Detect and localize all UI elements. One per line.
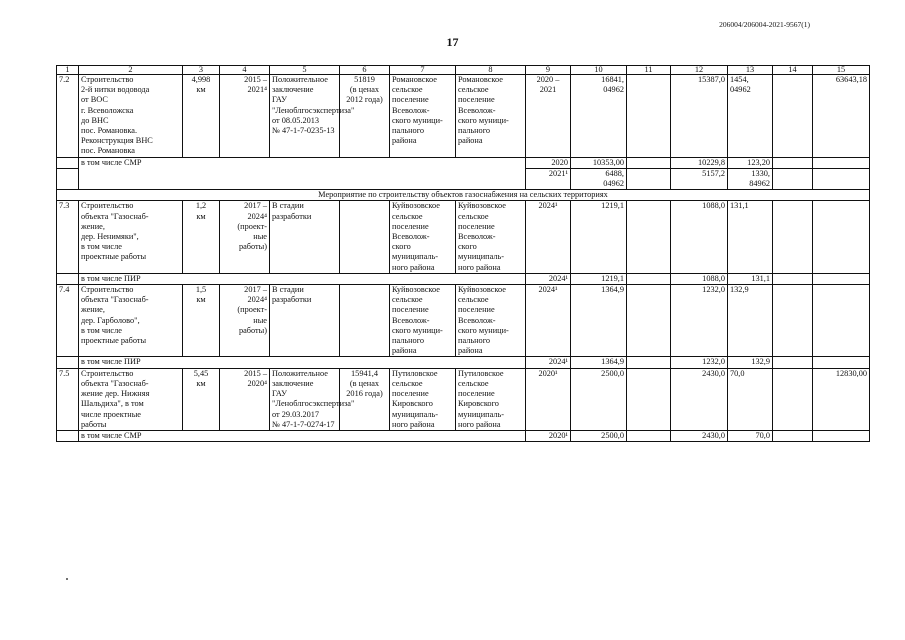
document-id: 206004/206004-2021-9567(1) bbox=[719, 20, 810, 29]
cost-cell: 15941,4 (в ценах 2016 года) bbox=[340, 368, 390, 430]
cell-empty bbox=[813, 430, 870, 441]
cell-empty bbox=[813, 357, 870, 368]
sub-label: в том числе СМР bbox=[79, 157, 526, 190]
cell-col-14 bbox=[773, 75, 813, 158]
cell-empty bbox=[813, 157, 870, 168]
cell-empty bbox=[57, 357, 79, 368]
expertise-cell: Положительное заключение ГАУ "Леноблгосэкспертиза" от 08.05.2013 № 47-1-7-0235-13 bbox=[270, 75, 340, 158]
federal-cell: 2430,0 bbox=[671, 430, 728, 441]
table-header-row bbox=[57, 66, 870, 75]
total-cost-cell: 12830,00 bbox=[813, 368, 870, 430]
regional-cell: 123,20 bbox=[728, 157, 773, 168]
year-cell: 2024¹ bbox=[526, 201, 571, 273]
object-name: Строительство объекта "Газоснаб- жение дер. Нижняя Шальдиха", в том числе проектные работы bbox=[79, 368, 183, 430]
column-header: 8 bbox=[456, 66, 526, 75]
total-cell: 16841, 04962 bbox=[571, 75, 627, 158]
regional-cell: 132,9 bbox=[728, 285, 773, 357]
cell-empty bbox=[773, 357, 813, 368]
total-cell: 1364,9 bbox=[571, 357, 627, 368]
table-row bbox=[57, 201, 870, 273]
total-cell: 1364,9 bbox=[571, 285, 627, 357]
total-cell: 1219,1 bbox=[571, 201, 627, 273]
cost-cell: 51819 (в ценах 2012 года) bbox=[340, 75, 390, 158]
cell-col-11 bbox=[627, 368, 671, 430]
year-cell: 2020¹ bbox=[526, 368, 571, 430]
expertise-cell: В стадии разработки bbox=[270, 285, 340, 357]
period-cell: 2017 – 2024⁴ (проект- ные работы) bbox=[220, 201, 270, 273]
year-cell: 2020 bbox=[526, 157, 571, 168]
total-cost-cell: 63643,18 bbox=[813, 75, 870, 158]
column-header: 5 bbox=[270, 66, 340, 75]
cell-empty bbox=[773, 430, 813, 441]
federal-cell: 1088,0 bbox=[671, 201, 728, 273]
federal-cell: 1232,0 bbox=[671, 285, 728, 357]
cell-empty bbox=[57, 157, 79, 168]
column-header: 10 bbox=[571, 66, 627, 75]
regional-cell: 70,0 bbox=[728, 368, 773, 430]
cell-empty bbox=[57, 273, 79, 284]
year-cell: 2020 – 2021 bbox=[526, 75, 571, 158]
column-header: 12 bbox=[671, 66, 728, 75]
capacity-cell: 1,2 км bbox=[183, 201, 220, 273]
cell-empty bbox=[813, 168, 870, 189]
sub-label: в том числе ПИР bbox=[79, 273, 526, 284]
cell-empty bbox=[57, 430, 79, 441]
cell-empty bbox=[627, 357, 671, 368]
column-header: 6 bbox=[340, 66, 390, 75]
section-row bbox=[57, 190, 870, 201]
year-cell: 2024¹ bbox=[526, 357, 571, 368]
regional-cell: 70,0 bbox=[728, 430, 773, 441]
column-header: 7 bbox=[390, 66, 456, 75]
object-name: Строительство объекта "Газоснаб- жение, дер. Ненимяки", в том числе проектные работы bbox=[79, 201, 183, 273]
total-cell: 6488, 04962 bbox=[571, 168, 627, 189]
column-header: 2 bbox=[79, 66, 183, 75]
sub-row bbox=[57, 273, 870, 284]
cell-empty bbox=[627, 273, 671, 284]
table-row bbox=[57, 75, 870, 158]
cell-empty bbox=[627, 157, 671, 168]
developer-cell: Куйвозовское сельское поселение Всеволож- ского муници- пального района bbox=[456, 285, 526, 357]
cost-cell bbox=[340, 285, 390, 357]
sub-row bbox=[57, 430, 870, 441]
regional-cell: 132,9 bbox=[728, 357, 773, 368]
capacity-cell: 1,5 км bbox=[183, 285, 220, 357]
period-cell: 2015 – 2020⁴ bbox=[220, 368, 270, 430]
sub-row bbox=[57, 357, 870, 368]
row-number: 7.2 bbox=[57, 75, 79, 158]
customer-cell: Путиловское сельское поселение Кировского муниципаль- ного района bbox=[390, 368, 456, 430]
data-table bbox=[56, 65, 870, 442]
column-header: 9 bbox=[526, 66, 571, 75]
column-header: 15 bbox=[813, 66, 870, 75]
federal-cell: 15387,0 bbox=[671, 75, 728, 158]
column-header: 3 bbox=[183, 66, 220, 75]
customer-cell: Куйвозовское сельское поселение Всеволож- ского муниципаль- ного района bbox=[390, 201, 456, 273]
cell-col-11 bbox=[627, 75, 671, 158]
federal-cell: 10229,8 bbox=[671, 157, 728, 168]
row-number: 7.5 bbox=[57, 368, 79, 430]
year-cell: 2021¹ bbox=[526, 168, 571, 189]
federal-cell: 2430,0 bbox=[671, 368, 728, 430]
regional-cell: 1454, 04962 bbox=[728, 75, 773, 158]
cell-col-14 bbox=[773, 368, 813, 430]
capacity-cell: 5,45 км bbox=[183, 368, 220, 430]
cell-col-14 bbox=[773, 285, 813, 357]
year-cell: 2024¹ bbox=[526, 273, 571, 284]
regional-cell: 131,1 bbox=[728, 273, 773, 284]
object-name: Строительство 2-й нитки водовода от ВОС г. Всеволожска до ВНС пос. Романовка. Реконструкция ВНС пос. Романовка bbox=[79, 75, 183, 158]
capacity-cell: 4,998 км bbox=[183, 75, 220, 158]
total-cell: 2500,0 bbox=[571, 430, 627, 441]
developer-cell: Путиловское сельское поселение Кировского муниципаль- ного района bbox=[456, 368, 526, 430]
scan-speck bbox=[66, 578, 68, 580]
customer-cell: Романовское сельское поселение Всеволож- ского муници- пального района bbox=[390, 75, 456, 158]
developer-cell: Романовское сельское поселение Всеволож- ского муници- пального района bbox=[456, 75, 526, 158]
cost-cell bbox=[340, 201, 390, 273]
total-cost-cell bbox=[813, 201, 870, 273]
cell-empty bbox=[627, 430, 671, 441]
total-cell: 1219,1 bbox=[571, 273, 627, 284]
expertise-cell: Положительное заключение ГАУ "Леноблгосэкспертиза" от 29.03.2017 № 47-1-7-0274-17 bbox=[270, 368, 340, 430]
cell-col-11 bbox=[627, 201, 671, 273]
cell-empty bbox=[813, 273, 870, 284]
expertise-cell: В стадии разработки bbox=[270, 201, 340, 273]
federal-cell: 1232,0 bbox=[671, 357, 728, 368]
period-cell: 2015 – 2021⁴ bbox=[220, 75, 270, 158]
cell-empty bbox=[57, 168, 79, 189]
row-number: 7.4 bbox=[57, 285, 79, 357]
cell-empty bbox=[773, 168, 813, 189]
year-cell: 2024¹ bbox=[526, 285, 571, 357]
column-header: 11 bbox=[627, 66, 671, 75]
cell-empty bbox=[773, 273, 813, 284]
regional-cell: 1330, 84962 bbox=[728, 168, 773, 189]
total-cell: 10353,00 bbox=[571, 157, 627, 168]
federal-cell: 5157,2 bbox=[671, 168, 728, 189]
total-cost-cell bbox=[813, 285, 870, 357]
sub-label: в том числе ПИР bbox=[79, 357, 526, 368]
cell-col-14 bbox=[773, 201, 813, 273]
cell-empty bbox=[627, 168, 671, 189]
table-row bbox=[57, 368, 870, 430]
sub-row bbox=[57, 157, 870, 168]
total-cell: 2500,0 bbox=[571, 368, 627, 430]
year-cell: 2020¹ bbox=[526, 430, 571, 441]
federal-cell: 1088,0 bbox=[671, 273, 728, 284]
column-header: 1 bbox=[57, 66, 79, 75]
regional-cell: 131,1 bbox=[728, 201, 773, 273]
cell-empty bbox=[773, 157, 813, 168]
object-name: Строительство объекта "Газоснаб- жение, дер. Гарболово", в том числе проектные работы bbox=[79, 285, 183, 357]
row-number: 7.3 bbox=[57, 201, 79, 273]
table-row bbox=[57, 285, 870, 357]
customer-cell: Куйвозовское сельское поселение Всеволож- ского муници- пального района bbox=[390, 285, 456, 357]
section-title: Мероприятие по строительству объектов газоснабжения на сельских территориях bbox=[57, 190, 870, 201]
column-header: 14 bbox=[773, 66, 813, 75]
period-cell: 2017 – 2024⁴ (проект- ные работы) bbox=[220, 285, 270, 357]
cell-col-11 bbox=[627, 285, 671, 357]
sub-label: в том числе СМР bbox=[79, 430, 526, 441]
column-header: 4 bbox=[220, 66, 270, 75]
page-number: 17 bbox=[446, 35, 459, 49]
column-header: 13 bbox=[728, 66, 773, 75]
developer-cell: Куйвозовское сельское поселение Всеволож- ского муниципаль- ного района bbox=[456, 201, 526, 273]
